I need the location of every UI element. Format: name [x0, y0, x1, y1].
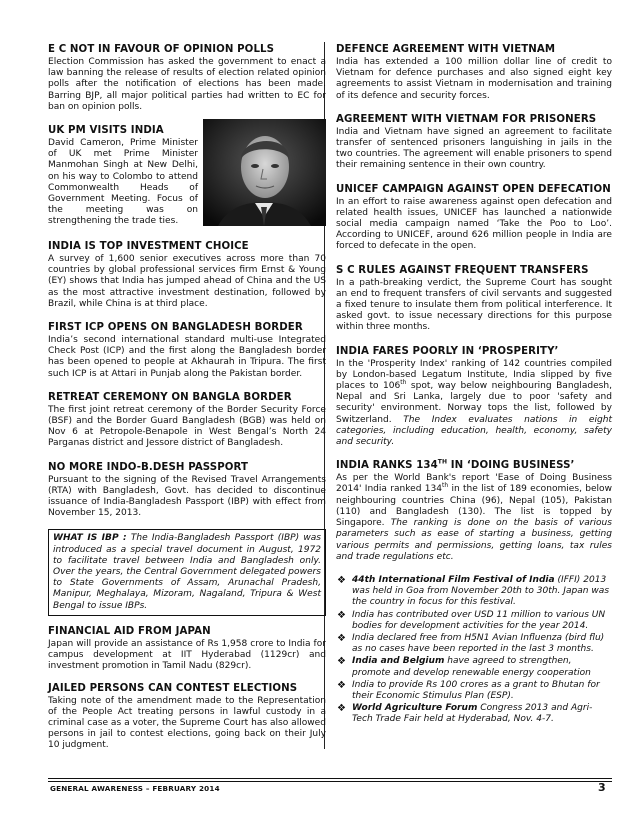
- list-item: [336, 610, 612, 632]
- list-item: [336, 656, 612, 678]
- ordinal-suffix: th: [400, 379, 407, 387]
- section-sc-transfers: [336, 265, 612, 334]
- section-heading: DEFENCE AGREEMENT WITH VIETNAM: [336, 44, 556, 55]
- section-body: [336, 359, 612, 449]
- page-number: 3: [598, 781, 606, 794]
- heading-part: IN ‘DOING BUSINESS’: [447, 460, 575, 472]
- section-body: Election Commission has asked the government to enact a law banning the release of results of election related opinion polls after the notification of elections has been made. Barring BJP, all major political parties had written to EC for ban on opinion polls.: [48, 57, 326, 112]
- diamond-cluster-icon: ❖: [337, 632, 346, 644]
- left-column: [48, 44, 326, 752]
- diamond-cluster-icon: ❖: [337, 609, 346, 621]
- footer-rule-thin: [48, 781, 612, 782]
- section-defence-vietnam: [336, 44, 612, 102]
- right-column: [336, 44, 612, 727]
- item-text: (IFFI) 2013 was held in Goa from November 20th to 30th. Japan was the country in focus for this festival.: [352, 574, 610, 608]
- portrait-photo: [203, 119, 326, 226]
- section-heading: E C NOT IN FAVOUR OF OPINION POLLS: [48, 44, 275, 55]
- list-item: [336, 680, 612, 702]
- diamond-cluster-icon: ❖: [337, 703, 346, 715]
- section-body: David Cameron, Prime Minister of UK met Prime Minister Manmohan Singh at New Delhi, on his way to Colombo to attend Commonwealth Heads of Government Meeting. Focus of the meeting was on strengthening the trade ties.: [48, 138, 198, 227]
- section-heading: INDIA FARES POORLY IN ‘PROSPERITY’: [336, 345, 559, 357]
- section-japan-aid: [48, 626, 326, 673]
- list-item: [336, 703, 612, 725]
- section-investment: [48, 241, 326, 310]
- section-body: In an effort to raise awareness against open defecation and related health issues, UNICEF has launched a nationwide social media campaign named ‘Take the Poo to Loo’. According to UNICEF, around 626 million people in India are forced to defecate in the open.: [336, 196, 612, 252]
- section-heading: AGREEMENT WITH VIETNAM FOR PRISONERS: [336, 113, 597, 125]
- item-bold: India and Belgium: [352, 656, 445, 667]
- section-body: Pursuant to the signing of the Revised Travel Arrangements (RTA) with Bangladesh, Govt. has decided to discontinue issuance of India-Bangladesh Passport (IBP) with effect from November 15, 2013.: [48, 474, 326, 519]
- uk-pm-text: [48, 125, 198, 228]
- section-body: India’s second international standard multi-use Integrated Check Post (ICP) and the first along the Bangladesh border has been opened to people at Akhaurah in Tripura. The first such ICP is at Attari in Punjab along the Pakistan border.: [48, 335, 326, 379]
- section-body: Japan will provide an assistance of Rs 1,958 crore to India for campus development at IIT Hyderabad (1129cr) and investment promotion in Tamil Nadu (829cr).: [48, 638, 326, 672]
- ordinal-suffix: th: [442, 482, 449, 490]
- item-text: India declared free from H5N1 Avian Influenza (bird flu) as no cases have been reported in the last 3 months.: [352, 632, 605, 655]
- item-bold: 44th International Film Festival of India: [352, 574, 555, 585]
- section-body: [336, 473, 612, 563]
- section-heading: FINANCIAL AID FROM JAPAN: [48, 625, 211, 637]
- ibp-info-box: [48, 529, 326, 615]
- footer-label: GENERAL AWARENESS – FEBRUARY 2014: [50, 784, 220, 793]
- section-heading: [336, 460, 612, 472]
- section-uk-pm: [48, 125, 326, 229]
- section-heading: UNICEF CAMPAIGN AGAINST OPEN DEFECATION: [336, 183, 611, 195]
- section-body: India has extended a 100 million dollar line of credit to Vietnam for defence purchases and also signed eight key agreements to assist Vietnam in modernisation and training of its defence and security forces.: [336, 57, 612, 101]
- body-part: In the 'Prosperity Index' ranking of 142 countries compiled by London-based Legatum Institute, India slipped by five places to 106: [336, 358, 612, 392]
- section-heading: RETREAT CEREMONY ON BANGLA BORDER: [48, 391, 292, 403]
- section-heading: NO MORE INDO-B.DESH PASSPORT: [48, 461, 249, 473]
- list-item: [336, 575, 612, 609]
- item-bold: World Agriculture Forum: [352, 703, 478, 714]
- section-heading: INDIA IS TOP INVESTMENT CHOICE: [48, 241, 249, 253]
- diamond-cluster-icon: ❖: [337, 679, 346, 691]
- section-prisoners: [336, 114, 612, 172]
- section-heading: S C RULES AGAINST FREQUENT TRANSFERS: [336, 264, 589, 276]
- heading-part: INDIA RANKS 134: [336, 460, 438, 472]
- body-part: As per the World Bank's report 'Ease of Doing Business 2014' India ranked 134: [336, 473, 612, 495]
- box-text: The India-Bangladesh Passport (IBP) was introduced as a special travel document in August, 1972 to facilitate travel between India and Bangladesh only. Over the years, the Central Government delegated powers to State Governments of Assam, Arunachal Pradesh, Manipur, Meghalaya, Mizoram, Nagaland, Tripura & West Bengal to issue IBPs.: [53, 533, 322, 611]
- section-retreat: [48, 392, 326, 450]
- item-text: have agreed to strengthen, promote and develop renewable energy cooperation: [352, 656, 591, 678]
- list-item: [336, 633, 612, 655]
- section-prosperity: [336, 346, 612, 449]
- section-body: India and Vietnam have signed an agreement to facilitate transfer of sentenced prisoners languishing in jails in the two countries. The agreement will enable prisoners to spend their remaining sentence in their own country.: [336, 126, 612, 171]
- section-body: A survey of 1,600 senior executives across more than 70 countries by global professional services firm Ernst & Young (EY) shows that India has jumped ahead of China and the US as the most attractive investment destination, followed by Brazil, while China is at third place.: [48, 254, 326, 309]
- uk-pm-wrap: [48, 125, 326, 229]
- body-part: in the list of 189 economies, below neighbouring countries China (96), Nepal (105), Pakistan (110) and Bangladesh (130). The list is topped by Singapore.: [336, 484, 612, 529]
- section-unicef: [336, 184, 612, 253]
- section-doing-business: [336, 460, 612, 563]
- diamond-cluster-icon: ❖: [337, 574, 346, 586]
- diamond-cluster-icon: ❖: [337, 656, 346, 668]
- footer-rule: [48, 778, 612, 779]
- item-text: India has contributed over USD 11 million to various UN bodies for development activities for the year 2014.: [352, 609, 606, 631]
- ordinal-suffix: TH: [437, 458, 448, 466]
- section-heading: FIRST ICP OPENS ON BANGLADESH BORDER: [48, 322, 303, 334]
- section-ec-opinion-polls: [48, 44, 326, 113]
- news-bullet-list: [336, 575, 612, 726]
- box-label: WHAT IS IBP :: [53, 533, 127, 544]
- body-italic: The Index evaluates nations in eight categories, including education, health, economy, safety and security.: [336, 414, 612, 448]
- section-body: In a path-breaking verdict, the Supreme Court has sought an end to frequent transfers of civil servants and suggested a fixed tenure to insulate them from political interference. It asked govt. to issue necessary directions for this purpose within three months.: [336, 277, 612, 333]
- body-part: spot, way below neighbouring Bangladesh, Nepal and Sri Lanka, largely due to poor 'safety and security' environment. Norway tops the list, followed by Switzerland.: [336, 381, 613, 425]
- section-icp: [48, 322, 326, 380]
- section-jailed-persons: [48, 683, 326, 752]
- section-passport: [48, 462, 326, 520]
- body-italic: The ranking is done on the basis of various parameters such as ease of starting a business, getting various permits and permissions, getting loans, tax rules and trade regulations etc.: [336, 518, 612, 562]
- section-body: The first joint retreat ceremony of the Border Security Force (BSF) and the Border Guard Bangladesh (BGB) was held on Nov 6 at Petropole-Benapole in West Bengal’s North 24 Parganas district and Jessore district of Bangladesh.: [48, 404, 326, 449]
- item-text: Congress 2013 and Agri-Tech Trade Fair held at Hyderabad, Nov. 4-7.: [352, 703, 593, 725]
- section-body: Taking note of the amendment made to the Representation of the People Act treating persons in lawful custody in a criminal case as a voter, the Supreme Court has also allowed persons in jail to contest elections, going back on their July 10 judgment.: [48, 695, 326, 751]
- portrait-illustration: [203, 119, 326, 226]
- section-heading: JAILED PERSONS CAN CONTEST ELECTIONS: [48, 682, 298, 694]
- item-text: India to provide Rs 100 crores as a grant to Bhutan for their Economic Stimulus Plan (ESP).: [352, 679, 600, 701]
- section-heading: UK PM VISITS INDIA: [48, 125, 164, 137]
